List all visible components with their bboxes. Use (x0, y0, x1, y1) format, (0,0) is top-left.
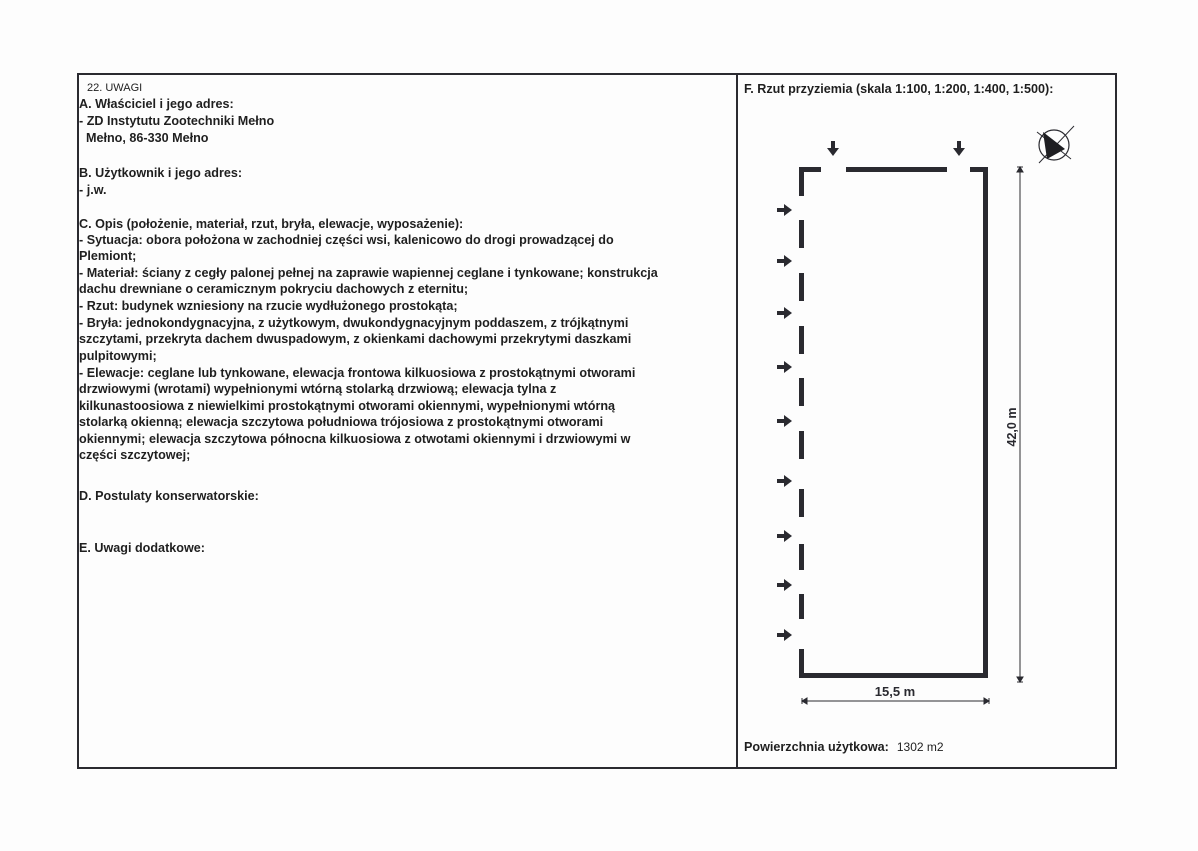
entrance-arrow-icon (777, 204, 792, 641)
entrance-arrow-icon (827, 141, 965, 156)
description-line: - Materiał: ściany z cegły palonej pełnej na zaprawie wapiennej ceglane i tynkowane; konstrukcja (79, 266, 658, 280)
owner-line: Mełno, 86-330 Mełno (79, 131, 209, 145)
floor-plan-drawing (738, 75, 1115, 767)
north-arrow-icon (1037, 126, 1074, 163)
floor-plan-panel (738, 75, 1115, 767)
description-line: - Rzut: budynek wzniesiony na rzucie wydłużonego prostokąta; (79, 299, 458, 313)
description-line: części szczytowej; (79, 448, 191, 462)
length-dimension-label: 42,0 m (1005, 407, 1019, 447)
user-line: - j.w. (79, 183, 107, 197)
description-line: szczytami, przekryta dachem dwuspadowym, z okienkami dachowymi przekrytymi daszkami (79, 332, 632, 346)
user-heading: B. Użytkownik i jego adres: (79, 166, 243, 180)
description-line: kilkunastoosiowa z niewielkimi prostokątnymi otworami okiennymi, wypełnionymi wtórną (79, 399, 616, 413)
additional-remarks-heading: E. Uwagi dodatkowe: (79, 541, 205, 555)
description-line: - Elewacje: ceglane lub tynkowane, elewacja frontowa kilkuosiowa z prostokątnymi otworami (79, 366, 636, 380)
description-line: pulpitowymi; (79, 349, 157, 363)
floor-plan-heading: F. Rzut przyziemia (skala 1:100, 1:200, 1:400, 1:500): (744, 82, 1054, 96)
section-number: 22. UWAGI (87, 82, 143, 94)
conservation-heading: D. Postulaty konserwatorskie: (79, 489, 259, 503)
record-card-frame (77, 73, 1117, 769)
remarks-panel (79, 75, 738, 767)
description-line: - Bryła: jednokondygnacyjna, z użytkowym, dwukondygnacyjnym poddaszem, z trójkątnymi (79, 316, 629, 330)
owner-line: - ZD Instytutu Zootechniki Mełno (79, 114, 275, 128)
description-line: drzwiowymi (wrotami) wypełnionymi wtórną stolarką drzwiową; elewacja tylna z (79, 382, 557, 396)
description-line: dachu drewniane o ceramicznym pokryciu dachowych z eternitu; (79, 282, 469, 296)
description-line: okiennymi; elewacja szczytowa północna kilkuosiowa z otwotami okiennymi i drzwiowymi w (79, 432, 631, 446)
width-dimension-label: 15,5 m (874, 684, 916, 699)
description-line: - Sytuacja: obora położona w zachodniej części wsi, kalenicowo do drogi prowadzącej do (79, 233, 614, 247)
description-line: Plemiont; (79, 249, 137, 263)
usable-area-label: Powierzchnia użytkowa: (744, 740, 889, 754)
usable-area-value: 1302 m2 (896, 740, 944, 754)
owner-heading: A. Właściciel i jego adres: (79, 97, 234, 111)
description-line: stolarką okienną; elewacja szczytowa południowa trójosiowa z prostokątnymi otworami (79, 415, 604, 429)
description-heading: C. Opis (położenie, materiał, rzut, bryła, elewacje, wyposażenie): (79, 217, 464, 231)
usable-area (744, 740, 944, 754)
